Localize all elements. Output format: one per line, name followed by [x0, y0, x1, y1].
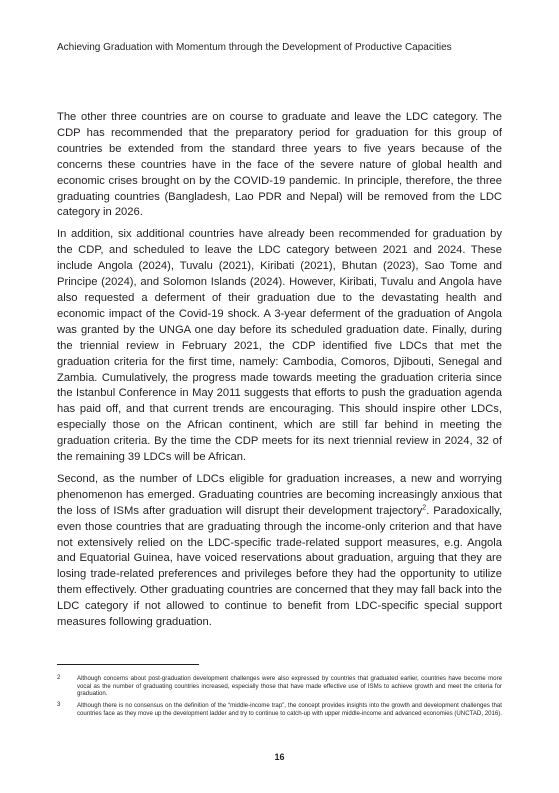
footnote: [57, 702, 502, 717]
footnote-reference[interactable]: 2: [422, 504, 427, 512]
footnote-number: 2: [57, 675, 61, 681]
footnote-separator: [57, 664, 199, 665]
paragraph-text: Second, as the number of LDCs eligible for graduation increases, a new and worrying phenomenon has emerged. Graduating countries are becoming increasingly anxious that the loss of ISMs after graduation will disrupt their development trajectory: [57, 472, 502, 517]
paragraph: [57, 472, 502, 631]
footnote-number: 3: [57, 702, 61, 709]
paragraph: The other three countries are on course to graduate and leave the LDC category. The CDP has recommended that the preparatory period for graduation for this group of countries be extended from the standard three years to five years because of the concerns these countries have in the face of the severe nature of global health and economic crises brought on by the COVID-19 pandemic. In principle, therefore, the three graduating countries (Bangladesh, Lao PDR and Nepal) will be removed from the LDC category in 2026.: [57, 111, 502, 219]
running-header: Achieving Graduation with Momentum through the Development of Productive Capacities: [57, 42, 452, 53]
footnote: [57, 675, 502, 698]
body-text: [57, 110, 502, 637]
footnote-text: Although there is no consensus on the definition of the “middle-income trap”, the concept provides insights into the growth and development challenges that countries face as they move up the development ladder and try to continue to catch-up with upper middle-income and advanced economies (UNCTAD, 2016).: [77, 702, 502, 717]
page-number: 16: [274, 752, 285, 762]
footnote-text: Although concerns about post-graduation development challenges were also expressed by countries that graduated earlier, countries have become more vocal as the number of graduating countries increased, especially those that have made effective use of ISMs to achieve growth and meet the criteria for graduation.: [77, 675, 502, 698]
paragraph-text: . Paradoxically, even those countries that are graduating through the income-only criterion and that have not extensively relied on the LDC-specific trade-related support measures, e.g. Angola and Equatorial Guinea, have voiced reservations about graduation, arguing that they are losing trade-related preferences and privileges before they had the opportunity to utilize them effectively. Other graduating countries are concerned that they may fall back into the LDC category if not allowed to continue to benefit from LDC-specific special support measures following graduation.: [57, 504, 503, 629]
footnotes: [57, 675, 502, 722]
paragraph: In addition, six additional countries have already been recommended for graduation by the CDP, and scheduled to leave the LDC category between 2021 and 2024. These include Angola (2024), Tuvalu (2021), Kiribati (2021), Bhutan (2023), Sao Tome and Principe (2024), and Solomon Islands (2024). However, Kiribati, Tuvalu and Angola have also requested a deferment of their graduation due to the devastating health and economic impact of the Covid-19 shock. A 3-year deferment of the graduation of Angola was granted by the UNGA one day before its scheduled graduation date. Finally, during the triennial review in February 2021, the CDP identified five LDCs that met the graduation criteria for the first time, namely: Cambodia, Comoros, Djibouti, Senegal and Zambia. Cumulatively, the progress made towards meeting the graduation criteria since the Istanbul Conference in May 2011 suggests that efforts to push the graduation agenda has paid off, and that current trends are encouraging. This should inspire other LDCs, especially those on the African continent, which are still far behind in meeting the graduation criteria. By the time the CDP meets for its next triennial review in 2024, 32 of the remaining 39 LDCs will be African.: [57, 228, 502, 464]
